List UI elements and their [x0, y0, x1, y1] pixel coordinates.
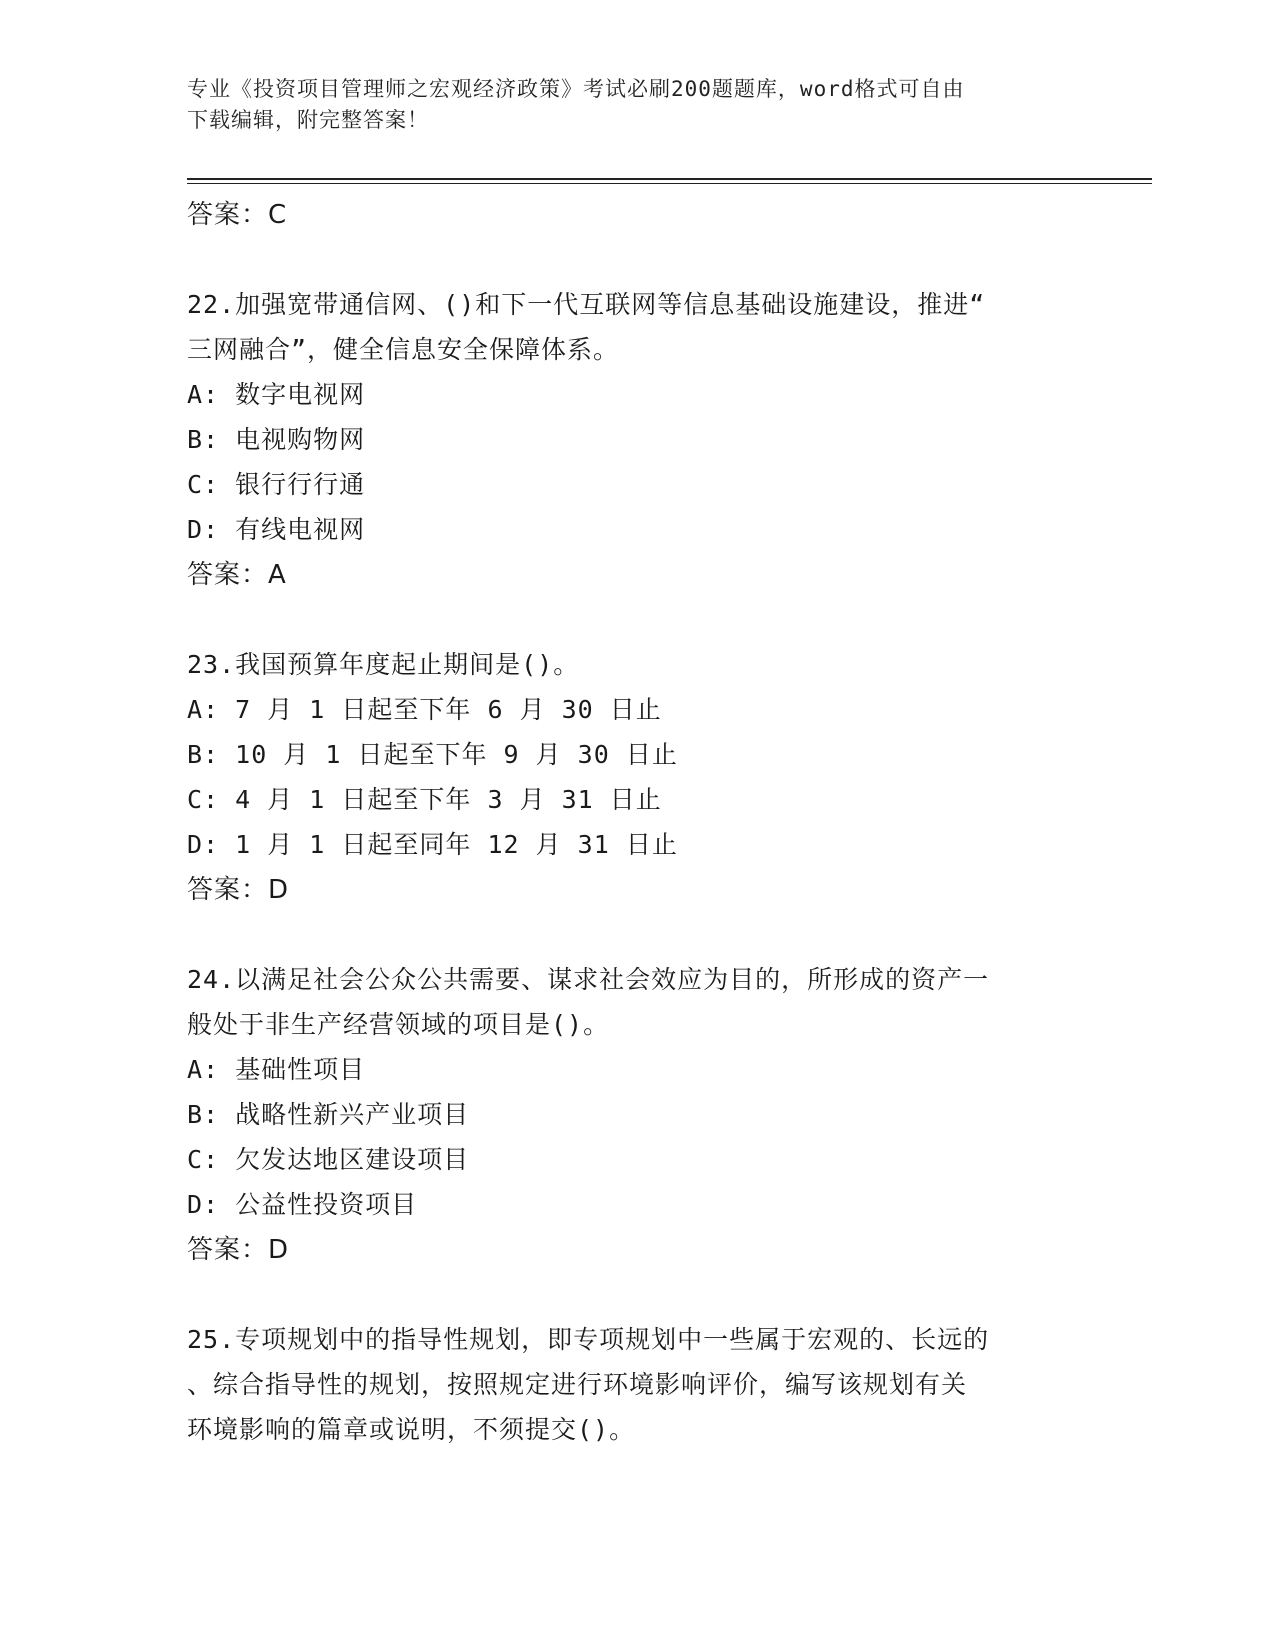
question-text: 25.专项规划中的指导性规划，即专项规划中一些属于宏观的、长远的: [187, 1325, 990, 1354]
question-text: 23.我国预算年度起止期间是()。: [187, 650, 580, 679]
header-divider-thin: [187, 183, 1152, 184]
document-header: [187, 74, 1067, 136]
header-line: 专业《投资项目管理师之宏观经济政策》考试必刷200题题库，word格式可自由: [187, 77, 965, 101]
option-d: D: 有线电视网: [187, 515, 366, 544]
answer-label: 答案：A: [187, 560, 287, 590]
question-block: [187, 282, 1067, 598]
question-text: 24.以满足社会公众公共需要、谋求社会效应为目的，所形成的资产一: [187, 965, 990, 994]
header-divider: [187, 178, 1152, 180]
option-d: D: 公益性投资项目: [187, 1190, 418, 1219]
option-c: C: 欠发达地区建设项目: [187, 1145, 470, 1174]
answer-label: 答案：C: [187, 200, 288, 230]
question-block: [187, 957, 1067, 1273]
question-text: 三网融合”，健全信息安全保障体系。: [187, 335, 620, 364]
spacer: [187, 913, 1067, 957]
spacer: [187, 1273, 1067, 1317]
answer-label: 答案：D: [187, 875, 290, 905]
question-block: [187, 642, 1067, 913]
option-b: B: 战略性新兴产业项目: [187, 1100, 470, 1129]
question-text: 、综合指导性的规划，按照规定进行环境影响评价，编写该规划有关: [187, 1370, 968, 1399]
option-d: D: 1 月 1 日起至同年 12 月 31 日止: [187, 830, 678, 859]
option-a: A: 基础性项目: [187, 1055, 366, 1084]
question-text: 环境影响的篇章或说明，不须提交()。: [187, 1415, 636, 1444]
option-c: C: 银行行行通: [187, 470, 366, 499]
option-a: A: 7 月 1 日起至下年 6 月 30 日止: [187, 695, 662, 724]
question-list: [187, 192, 1067, 1452]
option-b: B: 10 月 1 日起至下年 9 月 30 日止: [187, 740, 678, 769]
header-line: 下载编辑，附完整答案！: [187, 108, 429, 132]
spacer: [187, 598, 1067, 642]
question-text: 22.加强宽带通信网、()和下一代互联网等信息基础设施建设，推进“: [187, 290, 986, 319]
question-block: [187, 1317, 1067, 1452]
option-a: A: 数字电视网: [187, 380, 366, 409]
spacer: [187, 238, 1067, 282]
option-b: B: 电视购物网: [187, 425, 366, 454]
answer-label: 答案：D: [187, 1235, 290, 1265]
option-c: C: 4 月 1 日起至下年 3 月 31 日止: [187, 785, 662, 814]
question-text: 般处于非生产经营领域的项目是()。: [187, 1010, 610, 1039]
